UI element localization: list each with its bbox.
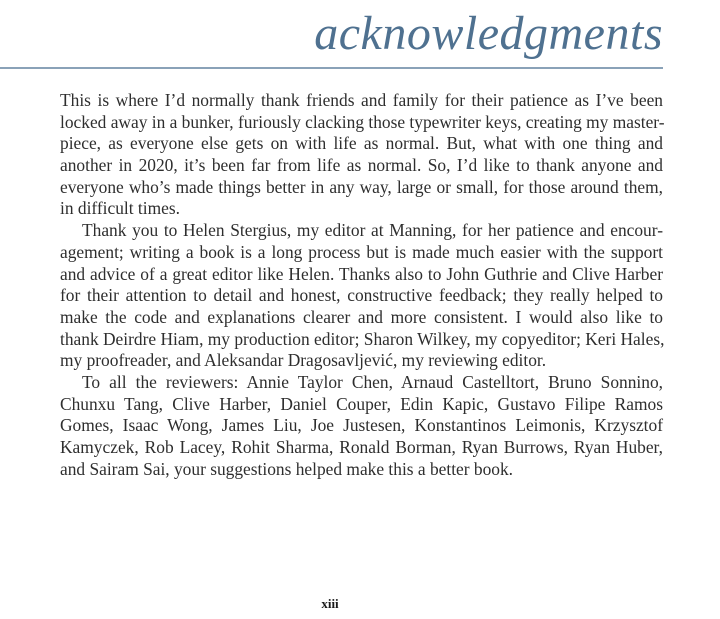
text-line: locked away in a bunker, furiously clacking those typewriter keys, creating my master-: [60, 111, 665, 132]
text-line: and Sairam Sai, your suggestions helped make this a better book.: [60, 458, 514, 479]
title-rule: [0, 67, 663, 69]
text-line: and advice of a great editor like Helen. Thanks also to John Guthrie and Clive Harber: [60, 263, 663, 284]
text-line: Thank you to Helen Stergius, my editor at Manning, for her patience and encour-: [82, 220, 663, 241]
text-line: another in 2020, it’s been far from life as normal. So, I’d like to thank anyone and: [60, 155, 663, 176]
body-text: [60, 90, 663, 480]
text-line: everyone who’s made things better in any way, large or small, for those around them,: [60, 176, 663, 197]
text-line: make the code and explanations clearer and more consistent. I would also like to: [60, 306, 663, 327]
paragraph-thanks-reviewers: [60, 372, 663, 480]
paragraph-thanks-family: [60, 90, 663, 220]
page-title: acknowledgments: [314, 7, 663, 60]
text-line: Chunxu Tang, Clive Harber, Daniel Couper, Edin Kapic, Gustavo Filipe Ramos: [60, 393, 663, 414]
text-line: piece, as everyone else gets on with life as normal. But, what with one thing and: [60, 133, 663, 154]
paragraph-thanks-editors: [60, 220, 663, 372]
text-line: This is where I’d normally thank friends and family for their patience as I’ve been: [60, 90, 663, 110]
text-line: Kamyczek, Rob Lacey, Rohit Sharma, Ronald Borman, Ryan Burrows, Ryan Huber,: [60, 437, 663, 457]
page-number: xiii: [321, 596, 339, 611]
text-line: Gomes, Isaac Wong, James Liu, Joe Justesen, Konstantinos Leimonis, Krzysztof: [60, 415, 663, 436]
text-line: agement; writing a book is a long process but is made much easier with the support: [60, 241, 663, 262]
text-line: my proofreader, and Aleksandar Dragosavljević, my reviewing editor.: [60, 350, 547, 371]
text-line: To all the reviewers: Annie Taylor Chen, Arnaud Castelltort, Bruno Sonnino,: [82, 371, 663, 392]
text-line: thank Deirdre Hiam, my production editor; Sharon Wilkey, my copyeditor; Keri Hales,: [60, 328, 665, 349]
text-line: for their attention to detail and honest, constructive feedback; they really helped to: [60, 285, 663, 306]
text-line: in difficult times.: [60, 198, 180, 219]
